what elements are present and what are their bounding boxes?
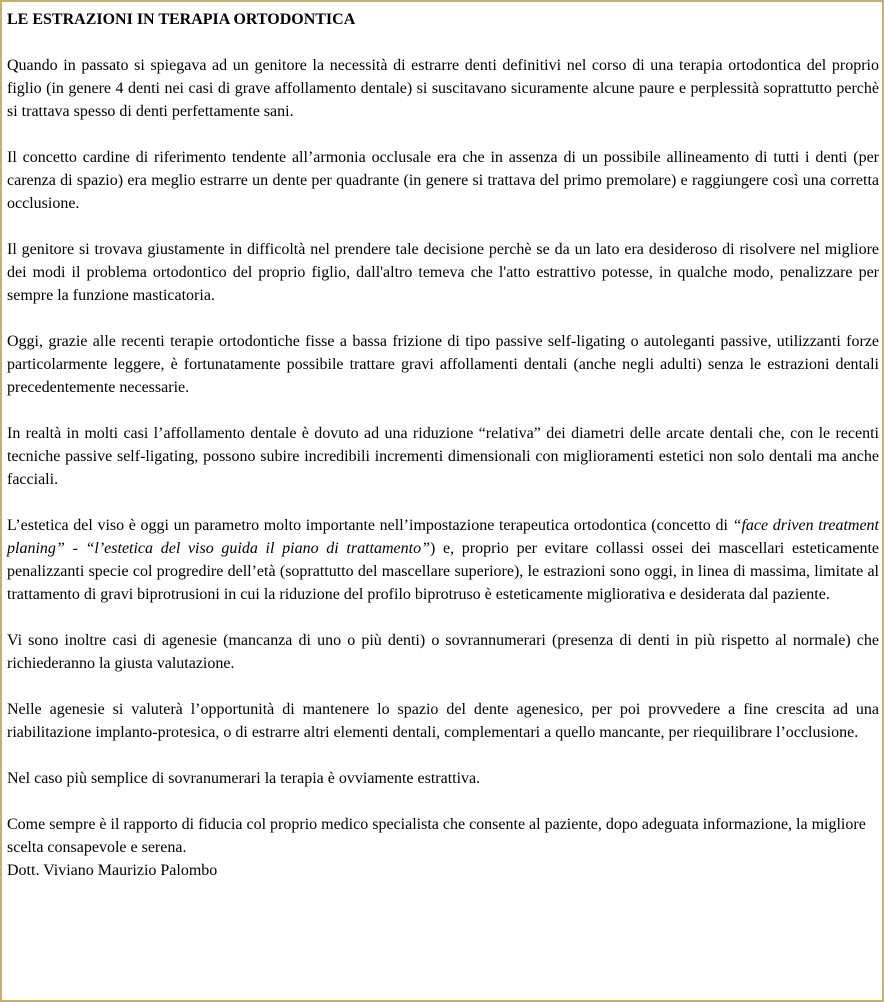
paragraph-valutazione: Nelle agenesie si valuterà l’opportunità di mantenere lo spazio del dente agenesico, per poi provvedere a fine crescita ad una riabilitazione implanto-protesica, o di estrarre altri elementi dentali, complementari a quello mancante, per riequilibrare l’occlusione. [7,701,879,741]
page-title: LE ESTRAZIONI IN TERAPIA ORTODONTICA [7,11,356,28]
paragraph-realta: In realtà in molti casi l’affollamento dentale è dovuto ad una riduzione “relativa” dei diametri delle arcate dentali che, con le recenti tecniche passive self-ligating, possono subire incredibili incrementi dimensionali con miglioramenti estetici non solo dentali ma anche facciali. [7,425,879,488]
paragraph-oggi: Oggi, grazie alle recenti terapie ortodontiche fisse a bassa frizione di tipo passive self-ligating o autoleganti passive, utilizzanti forze particolarmente leggere, è fortunatamente possibile trattare gravi affollamenti dentali (anche negli adulti) senza le estrazioni dentali precedentemente necessarie. [7,333,879,396]
paragraph-sovranumerari: Nel caso più semplice di sovranumerari la terapia è ovviamente estrattiva. [7,770,481,787]
paragraph-estetica [7,514,879,606]
paragraph-concetto: Il concetto cardine di riferimento tendente all’armonia occlusale era che in assenza di un possibile allineamento di tutti i denti (per carenza di spazio) era meglio estrarre un dente per quadrante (in genere si trattava del primo premolare) e raggiungere così una corretta occlusione. [7,149,879,212]
paragraph-genitore: Il genitore si trovava giustamente in difficoltà nel prendere tale decisione perchè se da un lato era desideroso di risolvere nel migliore dei modi il problema ortodontico del proprio figlio, dall'altro temeva che l'atto estrattivo potesse, in qualche modo, penalizzare per sempre la funzione masticatoria. [7,241,879,304]
estetica-italic-quote: “face driven treatment planing” - “l’estetica del viso guida il piano di trattamento” [7,517,879,557]
signature: Dott. Viviano Maurizio Palombo [7,862,218,879]
paragraph-agenesie: Vi sono inoltre casi di agenesie (mancanza di uno o più denti) o sovrannumerari (presenza di denti in più rispetto al normale) che richiederanno la giusta valutazione. [7,632,879,672]
document-body [7,8,879,882]
paragraph-closing: Come sempre è il rapporto di fiducia col proprio medico specialista che consente al paziente, dopo adeguata informazione, la migliore scelta consapevole e serena. [7,816,866,856]
estetica-text-after: ) e, proprio per evitare collassi ossei dei mascellari esteticamente penalizzanti specie col progredire dell’età (soprattutto del mascellare superiore), le estrazioni sono oggi, in linea di massima, limitate al trattamento di gravi biprotrusioni in cui la riduzione del profilo biprotruso è esteticamente migliorativa e desiderata dal paziente. [7,540,880,603]
paragraph-intro: Quando in passato si spiegava ad un genitore la necessità di estrarre denti definitivi nel corso di una terapia ortodontica del proprio figlio (in genere 4 denti nei casi di grave affollamento dentale) si suscitavano sicuramente alcune paure e perplessità soprattutto perchè si trattava spesso di denti perfettamente sani. [7,57,879,120]
estetica-text-before: L’estetica del viso è oggi un parametro molto importante nell’impostazione terapeutica ortodontica (concetto di [7,517,733,534]
